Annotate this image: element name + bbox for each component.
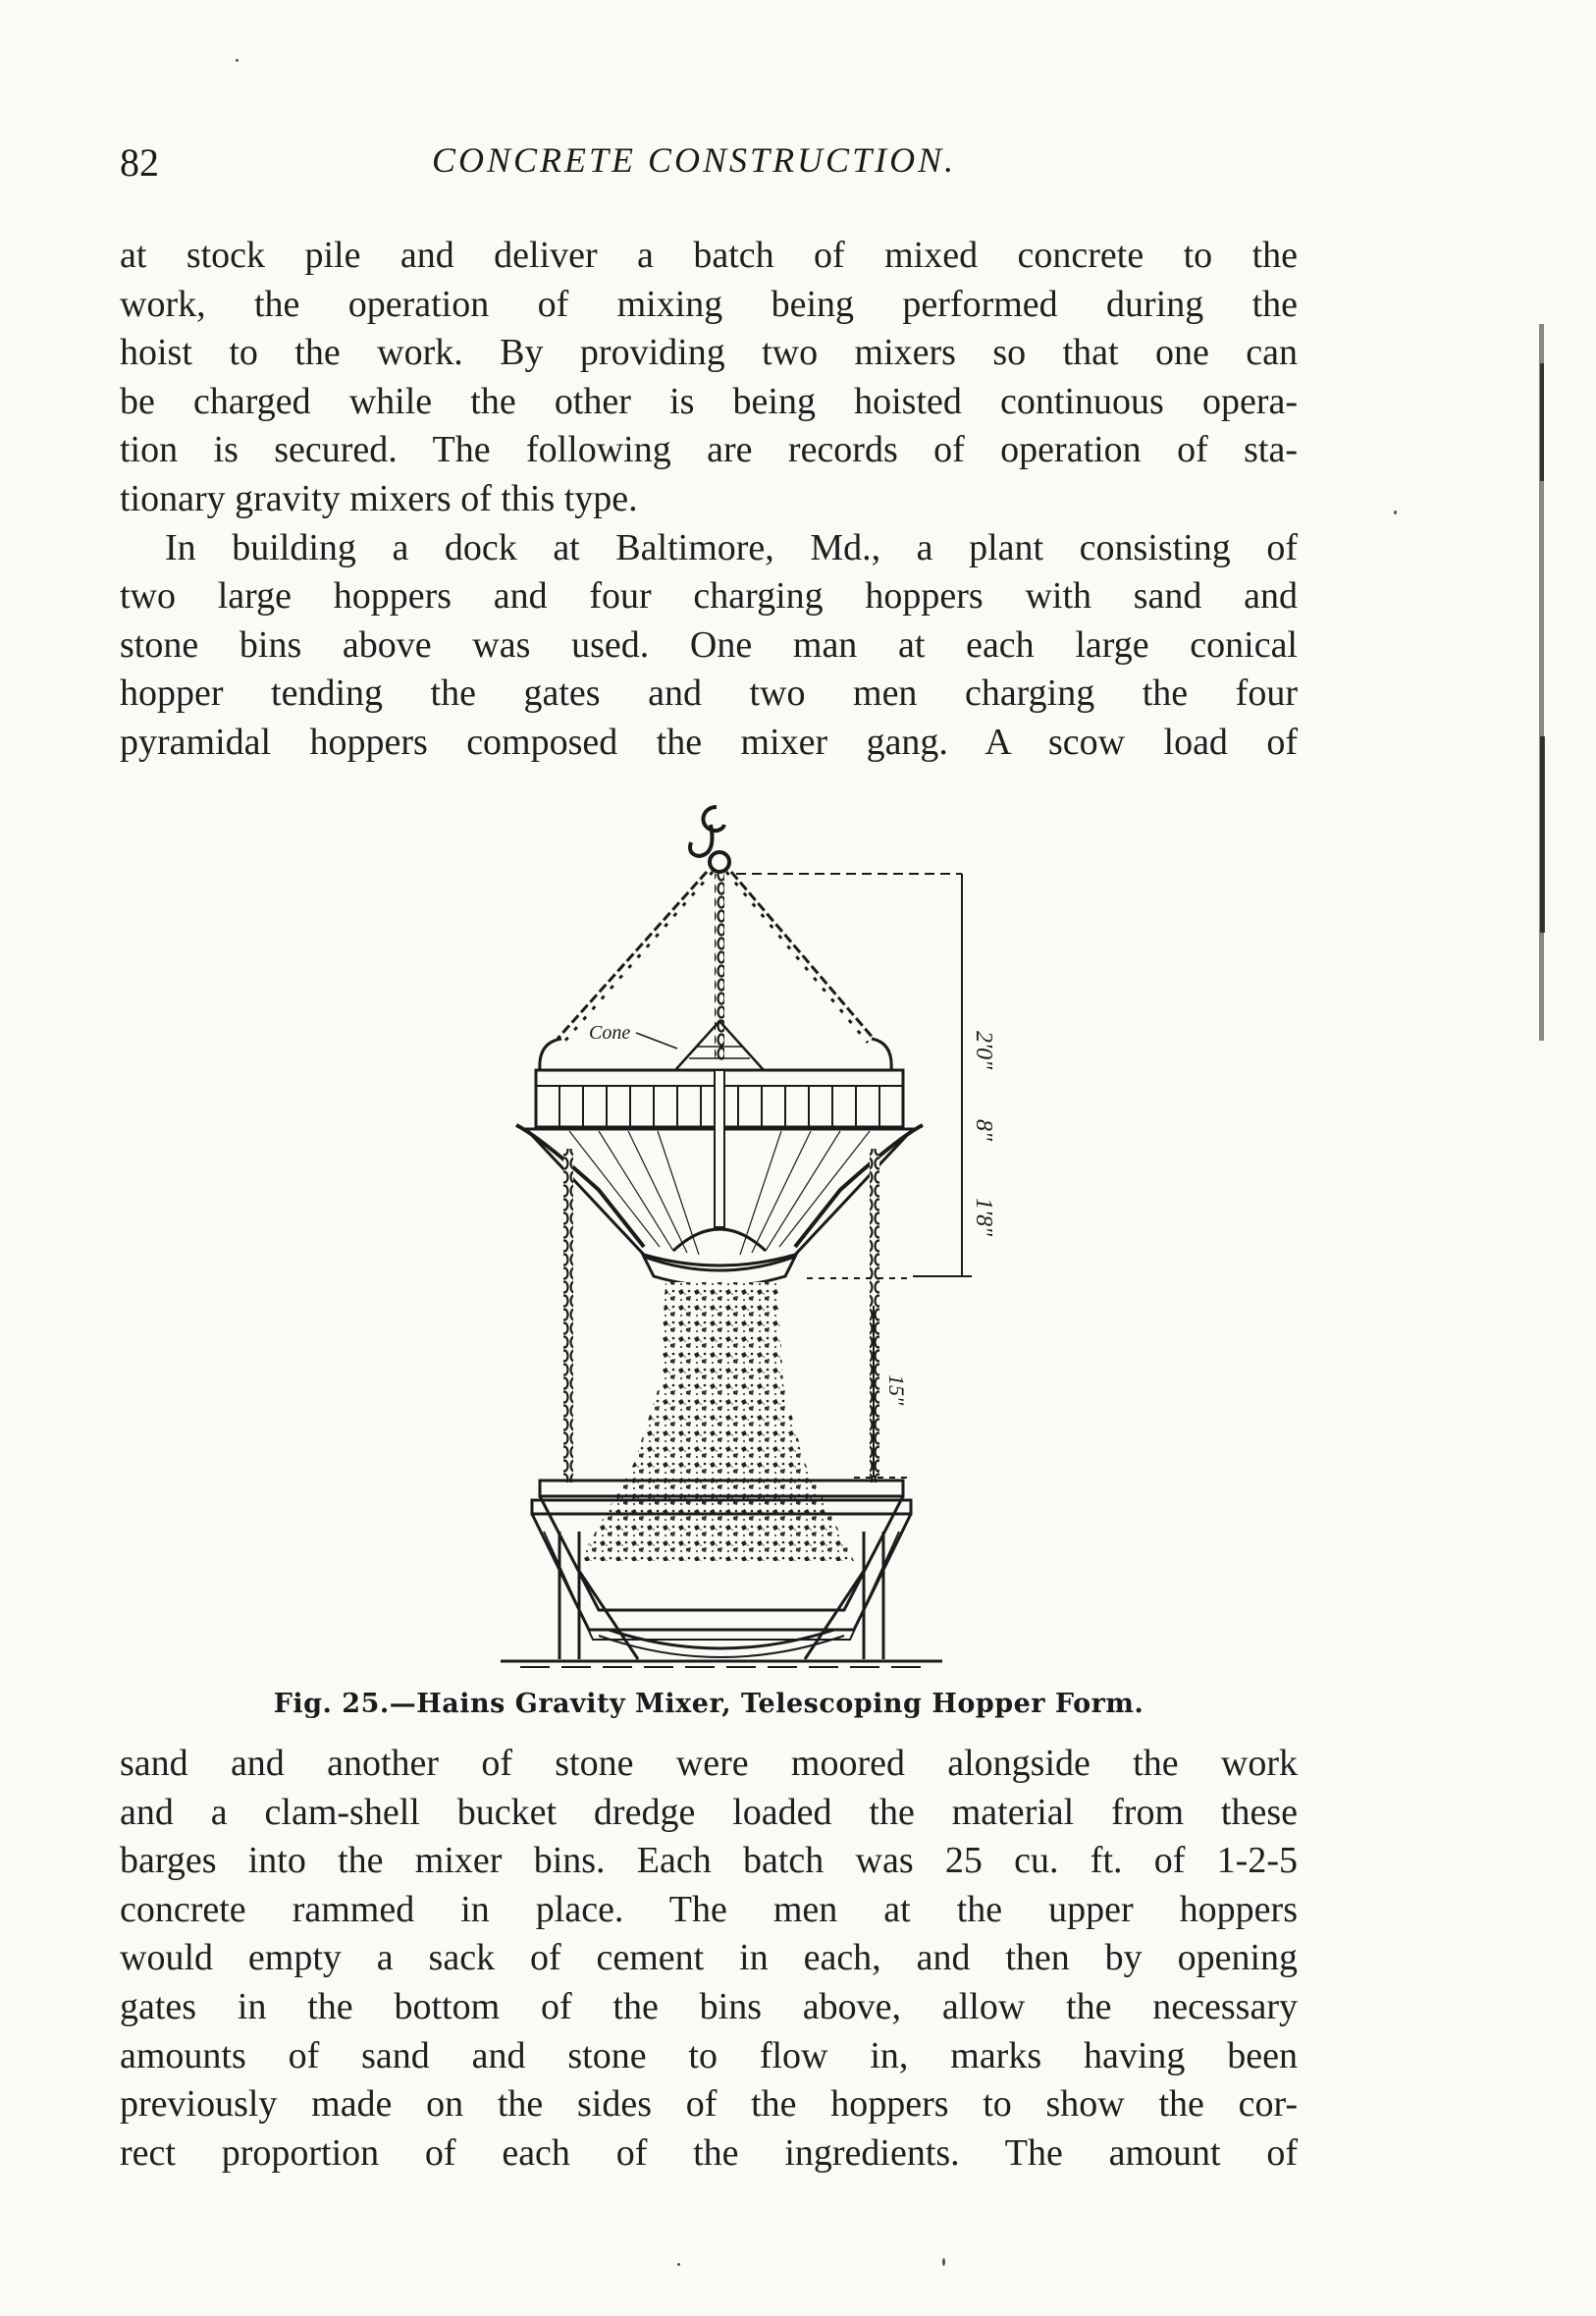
scan-speck	[236, 59, 239, 62]
text-line: two large hoppers and four charging hoppers with sand and	[120, 575, 1298, 618]
text-line: previously made on the sides of the hoppers to show the cor-	[120, 2083, 1298, 2126]
binding-shadow	[1537, 324, 1547, 1041]
text-line: hopper tending the gates and two men charging the four	[120, 673, 1298, 715]
falling-concrete	[579, 1282, 854, 1561]
dim-label-mid: 8"	[971, 1119, 996, 1142]
gravity-mixer-illustration	[442, 785, 996, 1669]
text-line: would empty a sack of cement in each, and then by opening	[120, 1937, 1298, 1979]
text-line: rect proportion of each of the ingredients. The amount of	[120, 2131, 1298, 2174]
text-line: sand and another of stone were moored alongside the work	[120, 1743, 1298, 1784]
text-line: at stock pile and deliver a batch of mixed concrete to the	[120, 235, 1298, 276]
page-header	[120, 139, 1298, 198]
page-number: 82	[120, 140, 159, 185]
text-line: tion is secured. The following are records of operation of sta-	[120, 429, 1298, 471]
scan-speck	[677, 2263, 680, 2266]
scan-speck	[1394, 511, 1397, 514]
text-line: be charged while the other is being hoisted continuous opera-	[120, 380, 1298, 422]
dim-label-top: 2'0"	[971, 1031, 996, 1070]
side-chain-left	[563, 1149, 573, 1482]
text-line: barges into the mixer bins. Each batch was 25 cu. ft. of 1-2-5	[120, 1840, 1298, 1882]
mixer-figure	[442, 785, 996, 1669]
text-line: In building a dock at Baltimore, Md., a plant consisting of	[165, 526, 1298, 568]
text-line: and a clam-shell bucket dredge loaded the material from these	[120, 1791, 1298, 1833]
text-block-bottom	[120, 1740, 1298, 2178]
cone-label: Cone	[589, 1022, 631, 1044]
text-line: work, the operation of mixing being performed during the	[120, 283, 1298, 325]
running-head: CONCRETE CONSTRUCTION.	[432, 140, 957, 180]
text-line: hoist to the work. By providing two mixers so that one can	[120, 332, 1298, 374]
text-line: tionary gravity mixers of this type.	[120, 477, 638, 519]
text-line: amounts of sand and stone to flow in, marks having been	[120, 2034, 1298, 2076]
text-line: gates in the bottom of the bins above, allow the necessary	[120, 1985, 1298, 2027]
text-block-top	[120, 232, 1298, 768]
text-line: concrete rammed in place. The men at the upper hoppers	[120, 1888, 1298, 1930]
figure-caption: Fig. 25.—Hains Gravity Mixer, Telescoping Hopper Form.	[273, 1689, 1144, 1719]
text-line: stone bins above was used. One man at each large conical	[120, 623, 1298, 666]
dim-label-lower: 1'8"	[971, 1198, 996, 1237]
dim-label-gap: 15"	[884, 1374, 909, 1406]
hook	[703, 807, 724, 831]
text-line: pyramidal hoppers composed the mixer gang. A scow load of	[120, 721, 1298, 763]
scan-speck	[942, 2258, 945, 2266]
